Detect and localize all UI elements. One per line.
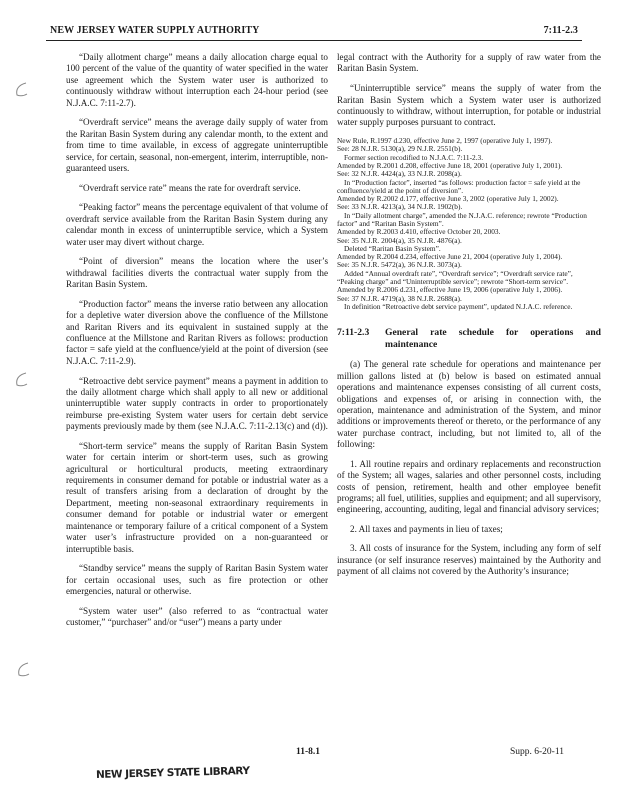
- list-item-3: 3. All costs of insurance for the System, including any form of self insurance (or self insurance reserves) maintained by the Authority and payment of all claims not covered by the Authority’s insurance;: [337, 543, 601, 576]
- history-line: See: 28 N.J.R. 5130(a), 29 N.J.R. 2551(b).: [337, 144, 463, 154]
- header-section: 7:11-2.3: [543, 25, 578, 36]
- history-line: Amended by R.2002 d.177, effective June 3, 2002 (operative July 1, 2002).: [337, 194, 559, 204]
- history-line: See: 35 N.J.R. 2004(a), 35 N.J.R. 4876(a).: [337, 235, 462, 245]
- definition-short-term-service: “Short-term service” means the supply of Raritan Basin System water for certain interim or short-term uses, such as growing agricultural or horticultural products, meeting extraordinary requirements in consumer demand for potable or industrial water as a result of transfers arising from a declaration of drought by the Department, meeting non-seasonal extraordinary requirements in consumer demand for potable or industrial water or emergent maintenance or temporary failure of a critical component of a System water user’s infrastructure provided on a non-guaranteed or interruptible basis.: [66, 440, 328, 554]
- history-note: In “Production factor”, inserted “as follows: production factor = safe yield at the confluence/yield at the point of diversion”.: [337, 177, 581, 195]
- history-line: Amended by R.2001 d.208, effective June 18, 2001 (operative July 1, 2001).: [337, 160, 563, 170]
- history-line: Amended by R.2003 d.410, effective October 20, 2003.: [337, 227, 501, 237]
- punch-hole-mark: [12, 80, 32, 100]
- page-number: 11-8.1: [296, 747, 321, 757]
- left-column: [66, 52, 328, 637]
- history-line: See: 35 N.J.R. 5472(a), 36 N.J.R. 3073(a).: [337, 260, 462, 270]
- history-line: See: 32 N.J.R. 4424(a), 33 N.J.R. 2098(a).: [337, 169, 462, 179]
- history-note: In “Daily allotment charge”, amended the N.J.A.C. reference; rewrote “Production factor” and “Raritan Basin System”.: [337, 210, 587, 228]
- running-header: [46, 24, 582, 41]
- history-line: See: 37 N.J.R. 4719(a), 38 N.J.R. 2688(a).: [337, 293, 462, 303]
- library-stamp: NEW JERSEY STATE LIBRARY: [95, 764, 250, 782]
- history-note: Deleted “Raritan Basin System”.: [344, 243, 441, 253]
- history-notes: [337, 137, 601, 311]
- definition-system-water-user: “System water user” (also referred to as “contractual water customer,” “purchaser” and/or “user”) means a party under: [66, 605, 328, 628]
- history-line: New Rule, R.1997 d.230, effective June 2, 1997 (operative July 1, 1997).: [337, 136, 553, 146]
- history-line: Amended by R.2004 d.234, effective June 21, 2004 (operative July 1, 2004).: [337, 252, 563, 262]
- definition-production-factor: “Production factor” means the inverse ratio between any allocation for a depletive water diversion above the confluence of the Millstone and Raritan Rivers and its equivalent in sustained supply at the confluence at the Millstone and Raritan Rivers as follows: production factor = safe yield at the confluence/yield at the point of diversion (see N.J.A.C. 7:11-2.9).: [66, 298, 328, 366]
- section-number: 7:11-2.3: [337, 327, 370, 339]
- definition-uninterruptible-service: “Uninterruptible service” means the supply of water from the Raritan Basin System which a System water user is authorized continuously to withdraw, without interruption, for potable or industrial water supply purposes pursuant to contract.: [337, 83, 601, 128]
- definition-continuation: legal contract with the Authority for a supply of raw water from the Raritan Basin System.: [337, 52, 601, 74]
- punch-hole-mark: [12, 370, 32, 390]
- history-note: Added “Annual overdraft rate”, “Overdraft service”; “Overdraft service rate”, “Peaking charge” and “Uninterruptible service”; rewrote “Short-term service”.: [337, 268, 573, 287]
- right-column: [337, 52, 601, 585]
- supplement-date: Supp. 6-20-11: [509, 747, 564, 757]
- header-agency: NEW JERSEY WATER SUPPLY AUTHORITY: [50, 25, 260, 36]
- history-line: See: 33 N.J.R. 4213(a), 34 N.J.R. 1902(b).: [337, 202, 463, 212]
- definition-retroactive-debt-service: “Retroactive debt service payment” means a payment in addition to the daily allotment charge which shall apply to all new or additional uninterruptible water supply contracts in order to proportionately reimburse pre-existing System water users for certain debt service payments previously made by them (see N.J.A.C. 7:11-2.13(c) and (d)).: [66, 375, 328, 432]
- definition-peaking-factor: “Peaking factor” means the percentage equivalent of that volume of overdraft service available from the Raritan Basin System during any calendar month in excess of uninterruptible service, which a System water user may divert without charge.: [66, 202, 328, 247]
- list-item-1: 1. All routine repairs and ordinary replacements and reconstruction of the System; all wages, salaries and other personnel costs, including costs of pension, retirement, health and other employee benefit programs; all fuel, utilities, supplies and equipment; and all supervisory, engineering, accounting, auditing, legal and financial advisory services;: [337, 458, 601, 515]
- list-item-2: 2. All taxes and payments in lieu of taxes;: [350, 523, 503, 534]
- history-note: In definition “Retroactive debt service payment”, updated N.J.A.C. reference.: [344, 301, 573, 311]
- definition-overdraft-service-rate: “Overdraft service rate” means the rate for overdraft service.: [79, 182, 301, 193]
- punch-hole-mark: [14, 660, 34, 680]
- section-title: General rate schedule for operations and maintenance: [385, 327, 601, 350]
- history-note: Former section recodified to N.J.A.C. 7:11-2.3.: [344, 152, 484, 162]
- definition-standby-service: “Standby service” means the supply of Raritan Basin System water for certain occasional uses, such as fire protection or other emergencies, natural or otherwise.: [66, 563, 328, 597]
- history-line: Amended by R.2006 d.231, effective June 19, 2006 (operative July 1, 2006).: [337, 285, 563, 295]
- definition-daily-allotment-charge: “Daily allotment charge” means a daily allocation charge equal to 100 percent of the value of the quantity of water specified in the water use agreement which the System water user is authorized to continuously withdraw without interruption each 24-hour period (see N.J.A.C. 7:11-2.7).: [66, 52, 328, 108]
- definition-point-of-diversion: “Point of diversion” means the location where the user’s withdrawal facilities diverts the contractual water supply from the Raritan Basin System.: [66, 256, 328, 290]
- definition-overdraft-service: “Overdraft service” means the average daily supply of water from the Raritan Basin System during any calendar month, to the extent and from time to time available, in excess of aggregate uninterruptible service, for certain, seasonal, non-emergent, interim, interruptible, non-guaranteed users.: [66, 117, 328, 173]
- section-heading: [337, 327, 601, 350]
- paragraph-a: (a) The general rate schedule for operations and maintenance per million gallons listed at (b) below is based on estimated annual operations and maintenance expenses consisting of all current costs, obligations and expenses of, or arising in connection with, the operation, maintenance and administration of the System, and minor additions or improvements thereof or thereto, or the performance of any water purchase contract, including, but not limited to, all of the following:: [337, 359, 601, 450]
